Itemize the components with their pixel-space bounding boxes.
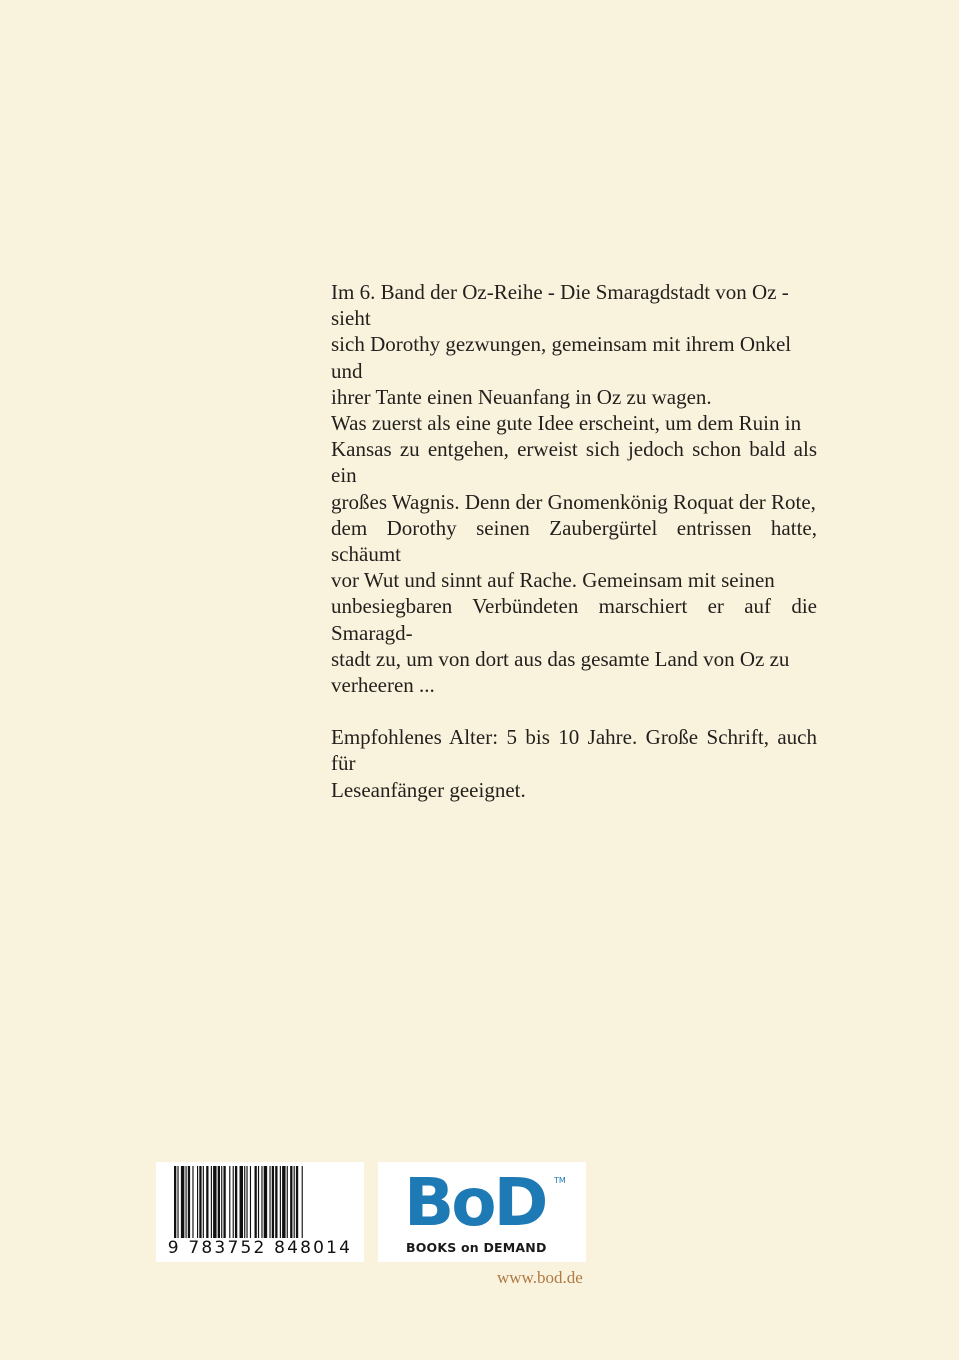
blurb-line: verheeren ... [331, 673, 435, 698]
barcode-bar [218, 1166, 220, 1238]
barcode-bar [211, 1166, 212, 1238]
blurb-line: Im 6. Band der Oz-Reihe - Die Smaragdstadt von Oz - sieht [331, 280, 789, 331]
barcode-bar [174, 1166, 176, 1238]
barcode-bar [203, 1166, 204, 1238]
blurb-line: Was zuerst als eine gute Idee erscheint, um dem Ruin in [331, 411, 802, 436]
barcode-bar [197, 1166, 198, 1238]
barcode-bar [186, 1166, 187, 1238]
barcode-bar [275, 1166, 277, 1238]
barcode-bar [192, 1166, 193, 1238]
barcode-bar [282, 1166, 285, 1238]
blurb-line: unbesiegbaren Verbündeten marschiert er auf die Smaragd- [331, 594, 817, 645]
blurb-line: vor Wut und sinnt auf Rache. Gemeinsam mit seinen [331, 568, 775, 593]
trademark-mark: TM [554, 1176, 566, 1185]
barcode-bar [221, 1166, 222, 1238]
barcode-bars [156, 1162, 364, 1240]
barcode-bar [188, 1166, 190, 1238]
barcode-bar [244, 1166, 245, 1238]
blurb-line: Kansas zu entgehen, erweist sich jedoch schon bald als ein [331, 437, 817, 488]
barcode-bar [199, 1166, 201, 1238]
publisher-tagline: BOOKS on DEMAND [406, 1240, 547, 1255]
barcode-bar [240, 1166, 243, 1238]
barcode-bar [213, 1166, 216, 1238]
blurb-line: großes Wagnis. Denn der Gnomenkönig Roquat der Rote, [331, 489, 816, 514]
barcode-bar [223, 1166, 225, 1238]
barcode-bar [258, 1166, 259, 1238]
barcode-bar [280, 1166, 281, 1238]
barcode-bar [181, 1166, 184, 1238]
blurb-line: Empfohlenes Alter: 5 bis 10 Jahre. Große Schrift, auch für [331, 725, 817, 776]
paragraph-spacer [331, 698, 817, 724]
barcode-bar [272, 1166, 274, 1238]
barcode-bar [233, 1166, 234, 1238]
barcode-bar [287, 1166, 288, 1238]
barcode-bar [250, 1166, 251, 1238]
blurb-paragraph-story [331, 410, 817, 698]
barcode-bar [296, 1166, 298, 1238]
blurb-line: dem Dorothy seinen Zaubergürtel entrissen hatte, schäumt [331, 515, 817, 567]
barcode-bar [235, 1166, 237, 1238]
isbn-barcode [156, 1162, 364, 1262]
publisher-logo-box [378, 1162, 586, 1262]
blurb-line: sich Dorothy gezwungen, gemeinsam mit ihrem Onkel und [331, 332, 792, 383]
barcode-bar [302, 1166, 303, 1238]
bod-logo: BoD [404, 1164, 546, 1241]
barcode-bar [246, 1166, 247, 1238]
barcode-bar [290, 1166, 292, 1238]
barcode-bar [294, 1166, 295, 1238]
blurb-line: stadt zu, um von dort aus das gesamte Land von Oz zu [331, 646, 790, 671]
isbn-number: 9 783752 848014 [167, 1238, 353, 1258]
barcode-bar [229, 1166, 230, 1238]
blurb-paragraph-intro [331, 279, 817, 410]
blurb-line: Leseanfänger geeignet. [331, 777, 526, 802]
barcode-bar [261, 1166, 262, 1238]
barcode-bar [269, 1166, 270, 1238]
publisher-website: www.bod.de [497, 1268, 583, 1287]
barcode-bar [177, 1166, 178, 1238]
back-cover-blurb [331, 279, 817, 803]
barcode-bar [206, 1166, 208, 1238]
barcode-bar [264, 1166, 267, 1238]
blurb-paragraph-age [331, 724, 817, 803]
barcode-bar [255, 1166, 257, 1238]
blurb-line: ihrer Tante einen Neuanfang in Oz zu wagen. [331, 384, 712, 409]
